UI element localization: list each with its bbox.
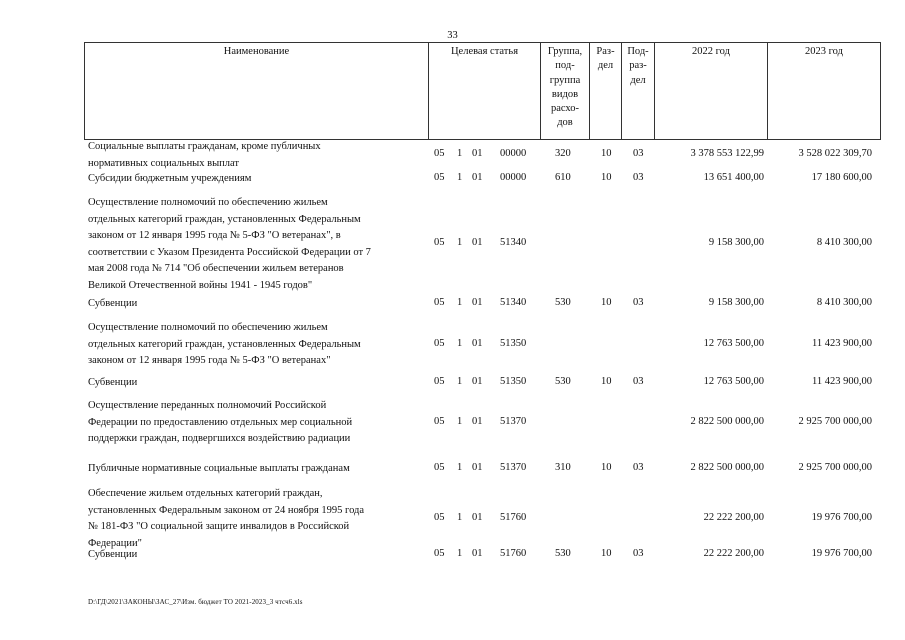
cell-y2023: 17 180 600,00	[811, 172, 872, 183]
row-name-line: Осуществление полномочий по обеспечению жильем	[88, 197, 328, 208]
cell-sub: 03	[633, 462, 644, 473]
row-name-line: мая 2008 года № 714 "Об обеспечении жильем ветеранов	[88, 263, 344, 274]
cell-c4: 00000	[500, 148, 527, 160]
cell-grp: 320	[555, 148, 571, 160]
header-line: дов	[557, 117, 573, 129]
file-path-footer: D:\ГД\2021\ЗАКОНЫ\ЗАС_27\Изм. бюджет ТО 2021-2023_3 чтсч6.xls	[88, 598, 303, 606]
row-name	[88, 139, 418, 172]
cell-c1: 05	[434, 548, 445, 559]
cell-y2023: 19 976 700,00	[811, 548, 872, 559]
cell-c4: 51370	[500, 415, 527, 427]
cell-c2: 1	[457, 337, 463, 349]
cell-y2022: 12 763 500,00	[703, 337, 764, 349]
cell-c3: 01	[472, 511, 483, 523]
cell-c4: 51340	[500, 237, 527, 249]
cell-y2023: 2 925 700 000,00	[798, 415, 872, 427]
cell-y2023: 2 925 700 000,00	[798, 462, 872, 473]
cell-c1: 05	[434, 237, 445, 249]
header-line: Раз-	[596, 46, 615, 57]
cell-sub: 03	[633, 148, 644, 160]
cell-c3: 01	[472, 337, 483, 349]
header-line: дел	[630, 74, 646, 86]
page-number: 33	[447, 30, 458, 41]
row-name	[88, 171, 418, 188]
header-2022: 2022 год	[655, 43, 768, 140]
cell-grp: 310	[555, 462, 571, 473]
cell-sec: 10	[601, 462, 612, 473]
cell-y2023: 11 423 900,00	[812, 337, 872, 349]
cell-y2022: 3 378 553 122,99	[690, 148, 764, 160]
cell-y2022: 22 222 200,00	[703, 511, 764, 523]
cell-sub: 03	[633, 376, 644, 387]
cell-c4: 00000	[500, 172, 527, 183]
header-2023: 2023 год	[768, 43, 881, 140]
cell-c3: 01	[472, 237, 483, 249]
cell-sec: 10	[601, 148, 612, 160]
cell-c3: 01	[472, 462, 483, 473]
cell-sec: 10	[601, 548, 612, 559]
row-name	[88, 375, 418, 392]
row-name-line: Федерации"	[88, 537, 142, 549]
cell-grp: 530	[555, 297, 571, 308]
header-line: группа	[549, 74, 581, 86]
cell-c4: 51760	[500, 548, 527, 559]
row-name-line: соответствии с Указом Президента Российской Федерации от 7	[88, 246, 371, 258]
cell-c4: 51350	[500, 376, 527, 387]
cell-y2022: 9 158 300,00	[708, 297, 764, 308]
cell-c1: 05	[434, 297, 445, 308]
header-line: Под-	[627, 46, 649, 57]
cell-c2: 1	[457, 462, 463, 473]
cell-c3: 01	[472, 376, 483, 387]
cell-c2: 1	[457, 148, 463, 160]
cell-y2023: 8 410 300,00	[816, 297, 872, 308]
row-name-line: Субвенции	[88, 377, 138, 388]
cell-c2: 1	[457, 548, 463, 559]
cell-c3: 01	[472, 415, 483, 427]
header-line: дел	[597, 60, 614, 72]
cell-c1: 05	[434, 511, 445, 523]
cell-c2: 1	[457, 511, 463, 523]
cell-sec: 10	[601, 172, 612, 183]
header-target: Целевая статья	[429, 43, 541, 140]
row-name-line: законом от 12 января 1995 года № 5-ФЗ "О ветеранах", в	[88, 230, 341, 241]
cell-c4: 51340	[500, 297, 527, 308]
row-name-line: Федерации по предоставлению отдельных мер социальной	[88, 416, 353, 428]
cell-c4: 51350	[500, 337, 527, 349]
cell-sub: 03	[633, 548, 644, 559]
row-name-line: Субвенции	[88, 298, 138, 309]
row-name-line: установленных Федеральным законом от 24 ноября 1995 года	[88, 504, 365, 516]
cell-c2: 1	[457, 415, 463, 427]
cell-c2: 1	[457, 376, 463, 387]
header-line: под-	[555, 60, 575, 72]
cell-c1: 05	[434, 376, 445, 387]
cell-sec: 10	[601, 297, 612, 308]
cell-c4: 51370	[500, 462, 527, 473]
header-name: Наименование	[85, 43, 429, 140]
cell-y2023: 8 410 300,00	[816, 237, 872, 249]
cell-y2022: 2 822 500 000,00	[690, 462, 764, 473]
row-name-line: № 181-ФЗ "О социальной защите инвалидов в Российской	[88, 521, 350, 532]
cell-y2022: 12 763 500,00	[703, 376, 764, 387]
cell-c3: 01	[472, 172, 483, 183]
row-name	[88, 547, 418, 564]
header-line: расхо-	[550, 103, 580, 115]
row-name	[88, 486, 418, 552]
cell-sub: 03	[633, 172, 644, 183]
cell-grp: 610	[555, 172, 571, 183]
header-line: видов	[551, 88, 579, 100]
cell-y2023: 19 976 700,00	[811, 511, 872, 523]
row-name-line: Осуществление полномочий по обеспечению жильем	[88, 322, 328, 333]
cell-c3: 01	[472, 548, 483, 559]
cell-y2023: 11 423 900,00	[812, 376, 872, 387]
cell-c2: 1	[457, 297, 463, 308]
cell-c3: 01	[472, 148, 483, 160]
cell-sec: 10	[601, 376, 612, 387]
cell-c4: 51760	[500, 511, 527, 523]
row-name	[88, 461, 418, 478]
cell-y2022: 9 158 300,00	[708, 237, 764, 249]
row-name-line: Публичные нормативные социальные выплаты гражданам	[88, 463, 350, 474]
row-name	[88, 195, 418, 294]
header-line: Группа,	[547, 46, 583, 57]
cell-c1: 05	[434, 337, 445, 349]
cell-c1: 05	[434, 148, 445, 160]
row-name	[88, 320, 418, 370]
cell-y2022: 2 822 500 000,00	[690, 415, 764, 427]
row-name	[88, 398, 418, 448]
row-name-line: законом от 12 января 1995 года № 5-ФЗ "О ветеранах"	[88, 355, 331, 366]
row-name-line: отдельных категорий граждан, установленных Федеральным	[88, 338, 361, 350]
row-name-line: нормативных социальных выплат	[88, 157, 239, 169]
cell-c2: 1	[457, 172, 463, 183]
header-line: раз-	[629, 60, 647, 72]
cell-c3: 01	[472, 297, 483, 308]
row-name	[88, 296, 418, 313]
row-name-line: Обеспечение жильем отдельных категорий граждан,	[88, 488, 323, 499]
cell-y2023: 3 528 022 309,70	[798, 148, 872, 160]
cell-c1: 05	[434, 462, 445, 473]
cell-c1: 05	[434, 415, 445, 427]
row-name-line: Осуществление переданных полномочий Российской	[88, 400, 327, 411]
row-name-line: Великой Отечественной войны 1941 - 1945 годов"	[88, 279, 313, 291]
cell-grp: 530	[555, 548, 571, 559]
cell-grp: 530	[555, 376, 571, 387]
row-name-line: Субсидии бюджетным учреждениям	[88, 173, 252, 184]
cell-c2: 1	[457, 237, 463, 249]
cell-sub: 03	[633, 297, 644, 308]
row-name-line: Субвенции	[88, 549, 138, 560]
row-name-line: отдельных категорий граждан, установленных Федеральным	[88, 213, 361, 225]
cell-y2022: 22 222 200,00	[703, 548, 764, 559]
cell-c1: 05	[434, 172, 445, 183]
row-name-line: Социальные выплаты гражданам, кроме публичных	[88, 141, 321, 152]
row-name-line: поддержки граждан, подвергшихся воздействию радиации	[88, 433, 351, 444]
cell-y2022: 13 651 400,00	[703, 172, 764, 183]
